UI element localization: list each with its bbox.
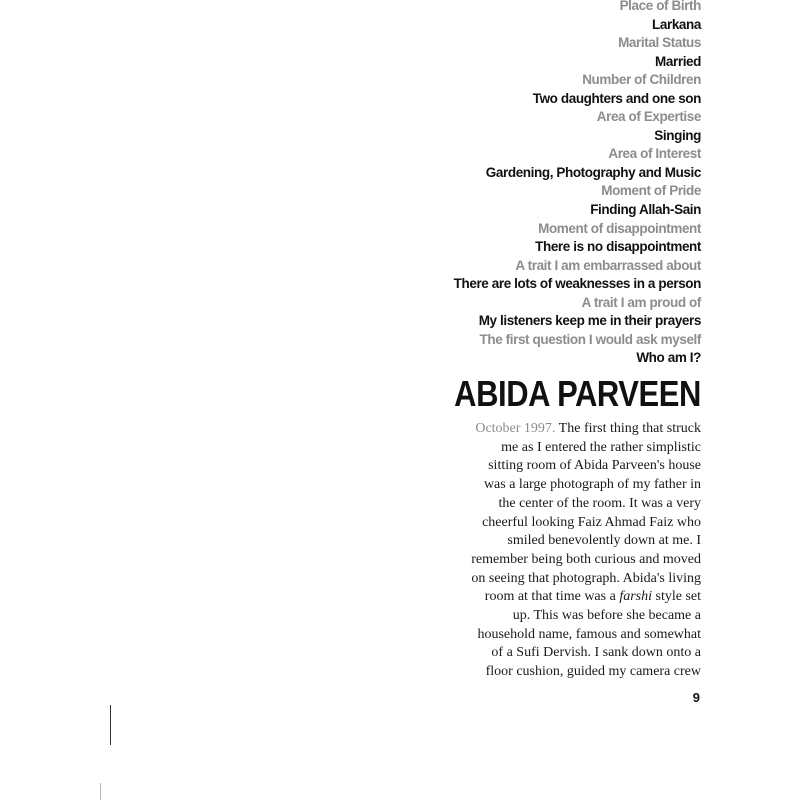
body-line: floor cushion, guided my camera crew bbox=[485, 664, 701, 680]
q-first-question: The first question I would ask myself bbox=[479, 331, 701, 347]
a-embarrassed-trait: There are lots of weaknesses in a person bbox=[453, 276, 701, 292]
a-place-of-birth: Larkana bbox=[652, 16, 701, 32]
body-text-fragment: room at that time was a bbox=[484, 589, 620, 605]
dateline: October 1997. bbox=[475, 421, 556, 436]
profile-qa bbox=[281, 0, 701, 368]
body-line: was a large photograph of my father in bbox=[483, 477, 701, 493]
page-number: 9 bbox=[692, 690, 700, 705]
body-line: cheerful looking Faiz Ahmad Faiz who bbox=[482, 514, 701, 530]
body-line bbox=[441, 588, 701, 607]
body-text-fragment: style set bbox=[652, 589, 701, 605]
body-line: sitting room of Abida Parveen's house bbox=[488, 458, 701, 474]
body-line: up. This was before she became a bbox=[512, 608, 701, 624]
q-moment-of-disappointment: Moment of disappointment bbox=[538, 220, 701, 236]
body-line: remember being both curious and moved bbox=[471, 551, 701, 567]
q-embarrassed-trait: A trait I am embarrassed about bbox=[515, 257, 701, 273]
body-line: the center of the room. It was a very bbox=[498, 495, 701, 511]
body-line: me as I entered the rather simplistic bbox=[501, 439, 701, 455]
a-marital-status: Married bbox=[655, 53, 701, 69]
q-marital-status: Marital Status bbox=[618, 35, 701, 51]
q-area-of-interest: Area of Interest bbox=[608, 146, 701, 162]
a-first-question: Who am I? bbox=[636, 350, 701, 366]
a-area-of-expertise: Singing bbox=[654, 127, 701, 143]
article-body bbox=[441, 420, 701, 682]
margin-rule bbox=[100, 783, 101, 800]
body-line: household name, famous and somewhat bbox=[477, 626, 701, 642]
q-area-of-expertise: Area of Expertise bbox=[596, 109, 701, 125]
a-moment-of-disappointment: There is no disappointment bbox=[535, 239, 701, 255]
q-place-of-birth: Place of Birth bbox=[619, 0, 701, 13]
body-line: on seeing that photograph. Abida's living bbox=[471, 570, 701, 586]
q-proud-trait: A trait I am proud of bbox=[581, 294, 701, 310]
margin-rule bbox=[110, 705, 111, 745]
italic-term: farshi bbox=[619, 589, 652, 605]
body-line: smiled benevolently down at me. I bbox=[507, 533, 701, 549]
q-moment-of-pride: Moment of Pride bbox=[601, 183, 701, 199]
a-area-of-interest: Gardening, Photography and Music bbox=[485, 164, 701, 180]
body-line bbox=[441, 420, 701, 439]
a-moment-of-pride: Finding Allah-Sain bbox=[590, 202, 701, 218]
body-text-fragment: The first thing that struck bbox=[555, 421, 701, 436]
body-line: of a Sufi Dervish. I sank down onto a bbox=[491, 645, 701, 661]
a-proud-trait: My listeners keep me in their prayers bbox=[478, 313, 701, 329]
a-number-of-children: Two daughters and one son bbox=[532, 90, 701, 106]
page-title: ABIDA PARVEEN bbox=[454, 373, 701, 414]
q-number-of-children: Number of Children bbox=[582, 72, 701, 88]
